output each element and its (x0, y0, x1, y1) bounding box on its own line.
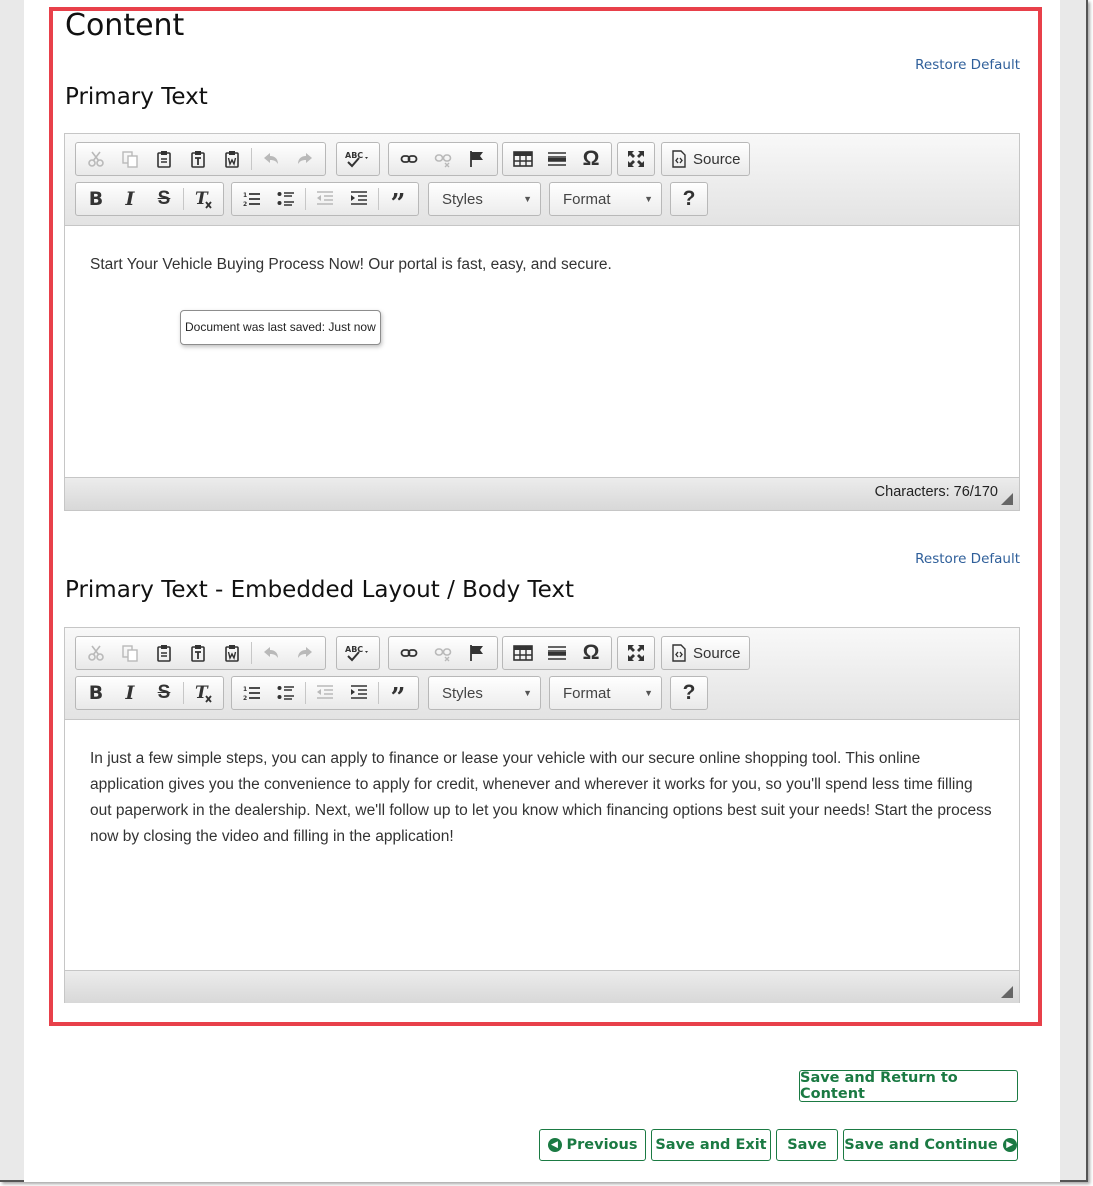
redo-icon[interactable] (288, 638, 322, 668)
toolbar-separator (378, 682, 379, 704)
paste-icon[interactable] (147, 638, 181, 668)
source-icon (671, 150, 687, 168)
svg-text:ABC: ABC (345, 151, 364, 160)
bold-icon[interactable]: B (88, 682, 104, 704)
indent-icon[interactable] (342, 678, 376, 708)
save-and-exit-button[interactable] (651, 1129, 771, 1161)
copy-icon[interactable] (113, 144, 147, 174)
svg-text:1: 1 (243, 192, 248, 199)
strike-icon[interactable]: S (157, 188, 171, 209)
resize-grip-icon[interactable] (1001, 986, 1013, 998)
editor-content-area[interactable] (65, 226, 1019, 477)
blockquote-icon[interactable]: ” (390, 683, 406, 713)
link-icon[interactable] (392, 144, 426, 174)
list-group (231, 676, 419, 713)
spellcheck-icon[interactable] (340, 638, 376, 668)
help-icon[interactable]: ? (682, 681, 696, 704)
toolbar-separator (378, 188, 379, 210)
save-and-exit-label: Save and Exit (655, 1137, 767, 1153)
spellcheck-icon[interactable] (340, 144, 376, 174)
paste-text-icon[interactable] (181, 638, 215, 668)
numbered-list-icon[interactable] (235, 678, 269, 708)
editor-statusbar (65, 477, 1019, 510)
last-saved-tooltip: Document was last saved: Just now (180, 310, 381, 345)
save-and-continue-button[interactable] (843, 1129, 1018, 1161)
arrow-left-circle-icon: ◀ (548, 1138, 562, 1152)
svg-text:2: 2 (243, 695, 248, 702)
source-label: Source (693, 150, 741, 168)
anchor-icon[interactable] (460, 638, 494, 668)
format-dropdown[interactable] (549, 182, 662, 216)
bulleted-list-icon[interactable] (269, 184, 303, 214)
save-label: Save (787, 1137, 827, 1153)
chevron-down-icon: ▼ (523, 194, 532, 204)
cut-icon[interactable] (79, 638, 113, 668)
restore-default-link[interactable]: Restore Default (915, 57, 1020, 73)
character-count: Characters: 76/170 (874, 484, 998, 500)
remove-format-icon[interactable] (186, 678, 220, 708)
previous-label: Previous (566, 1137, 638, 1153)
styles-dropdown[interactable] (428, 676, 541, 710)
svg-text:2: 2 (243, 201, 248, 208)
clipboard-group (75, 142, 326, 176)
link-group (388, 636, 498, 670)
link-group (388, 142, 498, 176)
maximize-icon[interactable] (621, 144, 651, 174)
outdent-icon[interactable] (308, 184, 342, 214)
toolbar-separator (251, 642, 252, 664)
spellcheck-group (336, 142, 380, 176)
rich-text-editor (64, 627, 1020, 1003)
toolbar-separator (251, 148, 252, 170)
save-and-return-button[interactable] (799, 1070, 1018, 1102)
editor-content-area[interactable] (65, 720, 1019, 970)
restore-default-link[interactable]: Restore Default (915, 551, 1020, 567)
copy-icon[interactable] (113, 638, 147, 668)
cut-icon[interactable] (79, 144, 113, 174)
source-icon (671, 644, 687, 662)
chevron-down-icon: ▼ (523, 688, 532, 698)
paste-word-icon[interactable] (215, 638, 249, 668)
editor-text: In just a few simple steps, you can apply to finance or lease your vehicle with our secure online shopping tool. This online application gives you the convenience to apply for credit, whenever and wherever it works for you, so you'll spend less time filling out paperwork in the dealership. Next, we'll follow up to let you know which financing options best suit your needs! Start the process now by closing the video and filling in the application! (90, 750, 992, 845)
chevron-down-icon: ▼ (644, 688, 653, 698)
indent-icon[interactable] (342, 184, 376, 214)
toolbar-separator (305, 188, 306, 210)
insert-group (502, 142, 612, 176)
list-group (231, 182, 419, 219)
table-icon[interactable] (506, 638, 540, 668)
redo-icon[interactable] (288, 144, 322, 174)
maximize-group (617, 142, 655, 176)
previous-button[interactable] (539, 1129, 646, 1161)
source-button[interactable] (661, 636, 750, 670)
link-icon[interactable] (392, 638, 426, 668)
clipboard-group (75, 636, 326, 670)
save-button[interactable] (776, 1129, 838, 1161)
spellcheck-group (336, 636, 380, 670)
editor-text: Start Your Vehicle Buying Process Now! Our portal is fast, easy, and secure. (90, 256, 612, 273)
format-label: Format (563, 684, 611, 702)
insert-group (502, 636, 612, 670)
help-icon[interactable]: ? (682, 187, 696, 210)
arrow-right-circle-icon: ▶ (1003, 1138, 1017, 1152)
editor-toolbar (65, 134, 1019, 226)
blockquote-icon[interactable]: ” (390, 189, 406, 219)
styles-label: Styles (442, 190, 483, 208)
format-label: Format (563, 190, 611, 208)
outdent-icon[interactable] (308, 678, 342, 708)
chevron-down-icon: ▼ (644, 194, 653, 204)
numbered-list-icon[interactable] (235, 184, 269, 214)
svg-text:ABC: ABC (345, 645, 364, 654)
maximize-icon[interactable] (621, 638, 651, 668)
editor-statusbar (65, 970, 1019, 1003)
toolbar-separator (183, 682, 184, 704)
save-and-return-label: Save and Return to Content (800, 1070, 958, 1102)
styles-dropdown[interactable] (428, 182, 541, 216)
paste-word-icon[interactable] (215, 144, 249, 174)
section-title: Primary Text (65, 84, 208, 110)
unlink-icon[interactable] (426, 144, 460, 174)
basic-style-group (75, 182, 224, 216)
italic-icon[interactable]: I (125, 188, 135, 210)
table-icon[interactable] (506, 144, 540, 174)
save-and-continue-label: Save and Continue (844, 1137, 998, 1153)
paste-icon[interactable] (147, 144, 181, 174)
undo-icon[interactable] (254, 144, 288, 174)
source-label: Source (693, 644, 741, 662)
section-title: Primary Text - Embedded Layout / Body Text (65, 577, 575, 603)
strike-icon[interactable]: S (157, 682, 171, 703)
basic-style-group (75, 676, 224, 710)
svg-text:T: T (195, 189, 208, 209)
bold-icon[interactable]: B (88, 188, 104, 210)
horizontal-rule-icon[interactable] (540, 144, 574, 174)
page-title: Content (65, 8, 185, 43)
svg-text:T: T (195, 683, 208, 703)
svg-text:1: 1 (243, 686, 248, 693)
editor-toolbar (65, 628, 1019, 720)
paste-text-icon[interactable] (181, 144, 215, 174)
bulleted-list-icon[interactable] (269, 678, 303, 708)
help-group (670, 676, 708, 710)
toolbar-separator (183, 188, 184, 210)
maximize-group (617, 636, 655, 670)
toolbar-separator (305, 682, 306, 704)
resize-grip-icon[interactable] (1001, 493, 1013, 505)
remove-format-icon[interactable] (186, 184, 220, 214)
anchor-icon[interactable] (460, 144, 494, 174)
unlink-icon[interactable] (426, 638, 460, 668)
horizontal-rule-icon[interactable] (540, 638, 574, 668)
special-char-icon[interactable]: Ω (582, 641, 600, 664)
styles-label: Styles (442, 684, 483, 702)
format-dropdown[interactable] (549, 676, 662, 710)
special-char-icon[interactable]: Ω (582, 147, 600, 170)
help-group (670, 182, 708, 216)
undo-icon[interactable] (254, 638, 288, 668)
italic-icon[interactable]: I (125, 682, 135, 704)
source-button[interactable] (661, 142, 750, 176)
rich-text-editor (64, 133, 1020, 511)
